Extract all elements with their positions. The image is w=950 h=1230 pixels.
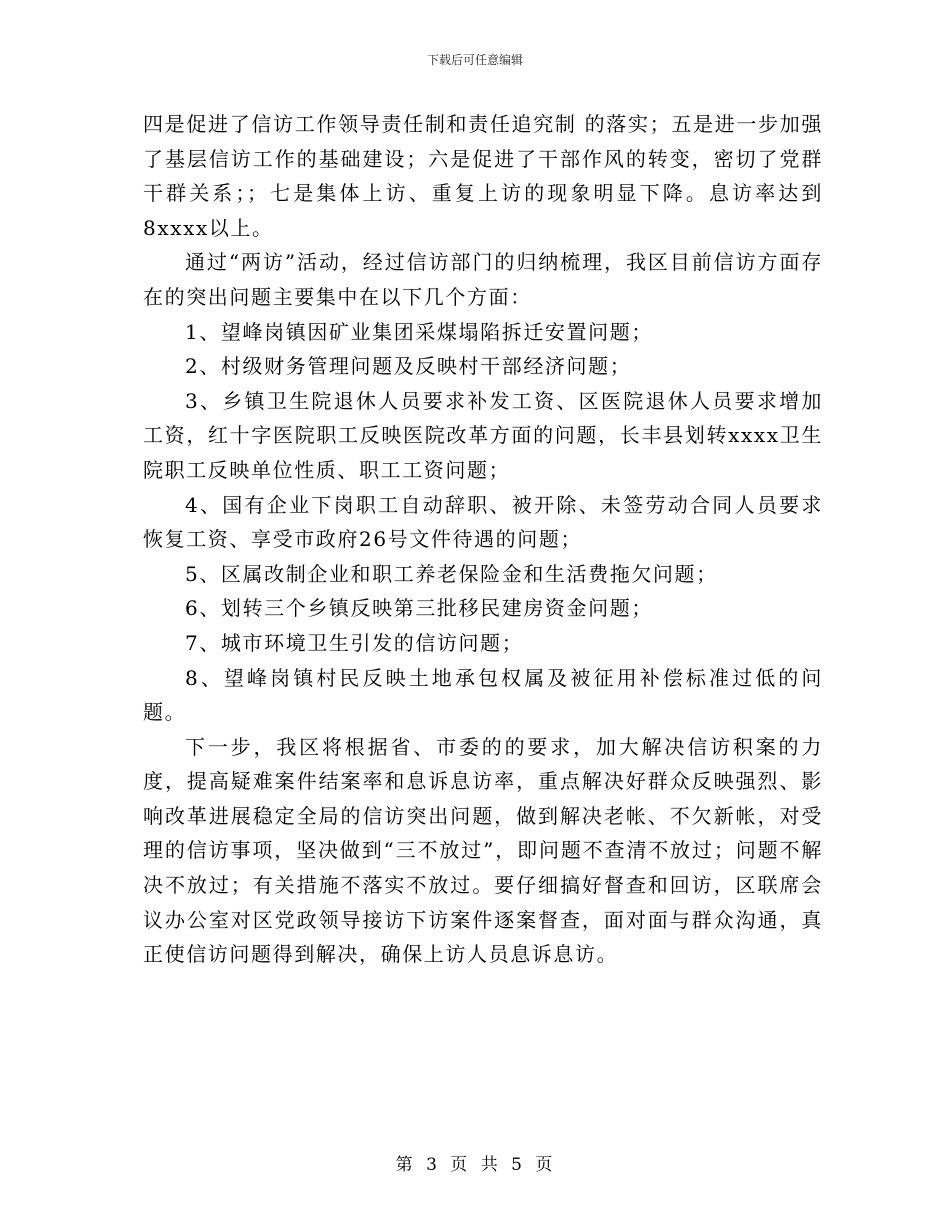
- list-item: 1、望峰岗镇因矿业集团采煤塌陷拆迁安置问题；: [185, 319, 653, 344]
- list-item: 4、国有企业下岗职工自动辞职、被开除、未签劳动合同人员要求恢复工资、享受市政府26号文件待遇的问题；: [143, 492, 823, 552]
- list-item: 2、村级财务管理问题及反映村干部经济问题；: [185, 354, 632, 379]
- list-item: 5、区属改制企业和职工养老保险金和生活费拖欠问题；: [185, 561, 718, 586]
- document-body: [143, 107, 823, 972]
- paragraph-intro: 通过“两访”活动，经过信访部门的归纳梳理，我区目前信访方面存在的突出问题主要集中在以下几个方面：: [143, 250, 823, 309]
- page-number-footer: 第 3 页 共 5 页: [395, 1155, 555, 1175]
- list-item: 3、乡镇卫生院退休人员要求补发工资、区医院退休人员要求增加工资，红十字医院职工反映医院改革方面的问题，长丰县划转xxxx卫生院职工反映单位性质、职工工资问题；: [143, 388, 823, 482]
- list-item: 7、城市环境卫生引发的信访问题；: [185, 630, 524, 655]
- list-item: 6、划转三个乡镇反映第三批移民建房资金问题；: [185, 596, 653, 621]
- paragraph-achievements: 四是促进了信访工作领导责任制和责任追究制 的落实；五是进一步加强了基层信访工作的基础建设；六是促进了干部作风的转变，密切了党群干群关系；；七是集体上访、重复上访的现象明显下降。息访率达到8xxxx以上。: [143, 112, 823, 240]
- page-header: 下载后可任意编辑: [426, 53, 523, 67]
- paragraph-next-steps: 下一步，我区将根据省、市委的的要求，加大解决信访积案的力度，提高疑难案件结案率和息诉息访率，重点解决好群众反映强烈、影响改革进展稳定全局的信访突出问题，做到解决老帐、不欠新帐，对受理的信访事项，坚决做到“三不放过”，即问题不查清不放过；问题不解决不放过；有关措施不落实不放过。要仔细搞好督查和回访，区联席会议办公室对区党政领导接访下访案件逐案督查，面对面与群众沟通，真正使信访问题得到解决，确保上访人员息诉息访。: [143, 734, 823, 967]
- list-item: 8、望峰岗镇村民反映土地承包权属及被征用补偿标准过低的问题。: [143, 665, 823, 725]
